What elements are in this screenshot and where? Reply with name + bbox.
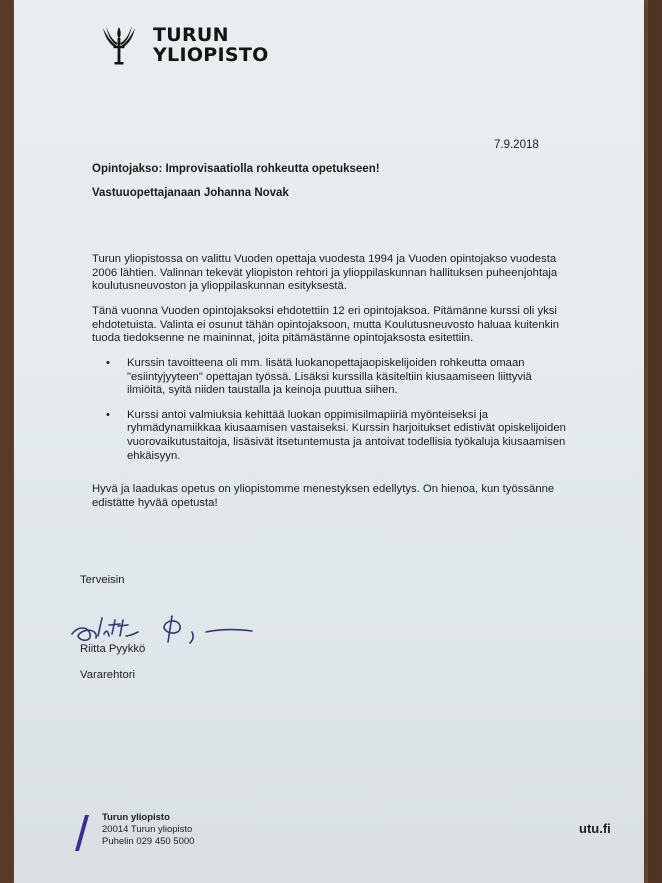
university-torch-emblem-icon xyxy=(98,24,140,66)
desk-surface-right xyxy=(648,0,662,883)
letter-sheet xyxy=(14,0,644,883)
letter-date: 7.9.2018 xyxy=(494,139,539,151)
footer-organization: Turun yliopisto xyxy=(102,812,170,823)
list-item-text: Kurssi antoi valmiuksia kehittää luokan oppimisilmapiiriä myönteiseksi ja ryhmädynamiikkaa kiusaamisen vastaiseksi. Kurssin harjoitukset edistivät opiskelijoiden vuorovaikutustaitoja, lisäsivät itsetuntemusta ja antoivat todellisia työkaluja kiusaamisen ehkäisyyn. xyxy=(127,408,566,462)
wordmark-line-1: TURUN xyxy=(153,24,229,46)
body-paragraph-1: Turun yliopistossa on valittu Vuoden opettaja vuodesta 1994 ja Vuoden opintojakso vuodesta 2006 lähtien. Valinnan tekevät yliopiston rehtori ja ylioppilaskunnan hallituksen puheenjohtaja koulutusneuvoston ja ylioppilaskunnan esityksestä. xyxy=(92,253,558,293)
handwritten-signature xyxy=(68,612,278,646)
greeting: Terveisin xyxy=(80,574,125,586)
closing-paragraph: Hyvä ja laadukas opetus on yliopistomme menestyksen edellytys. On hienoa, kun työssänne edistätte hyvää opetusta! xyxy=(92,483,555,509)
list-item-text: Kurssin tavoitteena oli mm. lisätä luokanopettajaopiskelijoiden rohkeutta omaan "esiintyjyyteen" opettajan työssä. Lisäksi kurssilla käsiteltiin kiusaamiseen liittyviä ilmiöitä, syitä niiden taustalla ja keinoja puuttua siihen. xyxy=(127,357,532,397)
desk-surface-left xyxy=(0,0,12,883)
signer-title: Vararehtori xyxy=(80,669,136,681)
letter-subject: Opintojakso: Improvisaatiolla rohkeutta opetukseen! xyxy=(92,163,380,175)
wordmark-line-2: YLIOPISTO xyxy=(153,44,269,66)
footer-website: utu.fi xyxy=(579,821,611,836)
bullet-icon: • xyxy=(106,408,110,421)
footer-address xyxy=(102,812,194,848)
university-wordmark xyxy=(153,25,269,65)
mentions-list xyxy=(92,357,568,463)
footer-postal-address: 20014 Turun yliopisto xyxy=(102,824,193,835)
signer-name: Riitta Pyykkö xyxy=(80,643,146,655)
footer-slash-mark xyxy=(74,814,90,852)
footer-phone: Puhelin 029 450 5000 xyxy=(102,836,195,847)
responsible-teacher: Vastuuopettajanaan Johanna Novak xyxy=(92,187,289,199)
body-paragraph-2: Tänä vuonna Vuoden opintojaksoksi ehdotettiin 12 eri opintojaksoa. Pitämänne kurssi oli yksi ehdotetuista. Valinta ei osunut tähän opintojaksoon, mutta Koulutusneuvosto haluaa kuitenkin tuoda tiedoksenne ne maininnat, joita pitämästänne opintojaksosta esitettiin. xyxy=(92,305,560,345)
list-item xyxy=(92,357,568,398)
list-item xyxy=(92,409,568,463)
bullet-icon: • xyxy=(106,357,110,369)
